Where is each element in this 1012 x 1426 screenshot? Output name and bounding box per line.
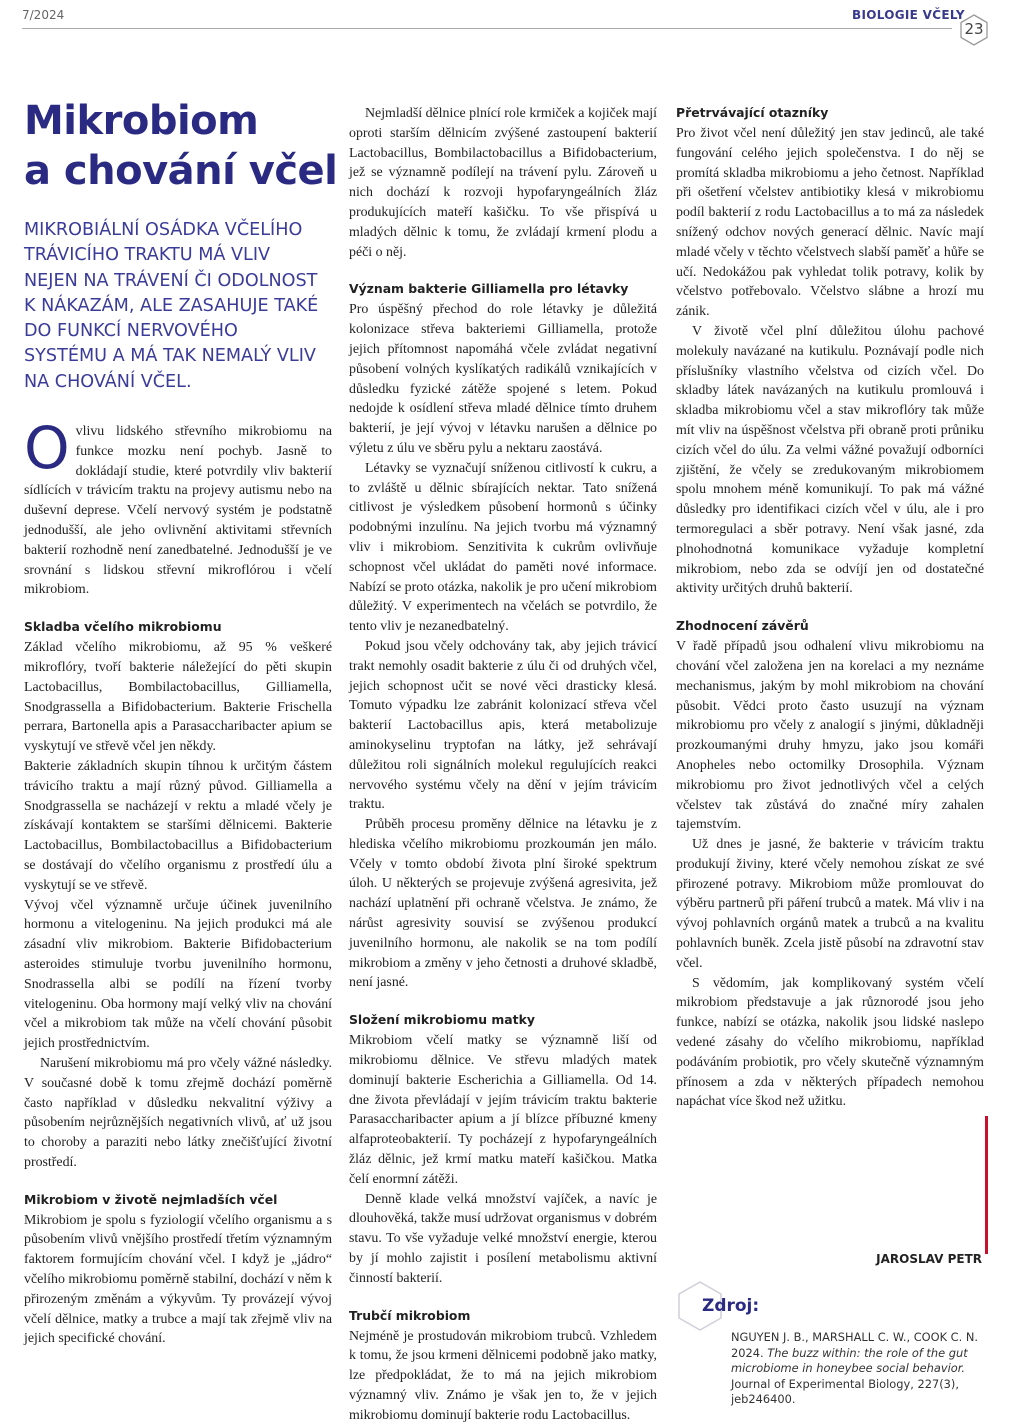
column-3: [676, 104, 984, 1112]
source-citation: [731, 1330, 989, 1408]
paragraph: Bakterie základních skupin tíhnou k určitým částem trávicího traktu a mají různý původ. Gilliamella a Snodgrassella se nacházejí v rektu a mladé včely je získávají kontaktem se staršími dělnicemi. Bakterie Lactobacillus, Bombilactobacillus a Bifidobacterium se dostávají do včelího organismu z prostředí úlu a vyskytují se ve střevě.: [24, 758, 332, 893]
issue-number: 7/2024: [22, 8, 65, 22]
paragraph: Nejmladší dělnice plnící role krmiček a kojiček mají oproti starším dělnicím zvýšené zastoupení bakterií Lactobacillus, Bombilactobacillus a Bifidobacterium, jež se významně podílejí na trávení pylu. Zároveň u nich dochází k rozvoji hypofaryngeálních žláz produkujících mateří kašičku. To vše přispívá u mladých dělnic k tomu, že zvládají krmení plodu a péči o něj.: [349, 106, 657, 260]
paragraph: Pro úspěšný přechod do role létavky je důležitá kolonizace střeva bakteriemi Gilliamella, protože jejich přítomnost napomáhá včele zvládat negativní působení volných kyslíkatých radikálů vznikajících v důsledku fyzické zátěže spojené s letem. Pokud nedojde k osídlení střeva mladé dělnice tímto druhem bakterií, je její vývoj v létavku narušen a dělnice po výletu z úlu ve sběru pylu a nektaru zaostává.: [349, 302, 657, 456]
column-2: [349, 104, 657, 1426]
paragraph: Vývoj včel významně určuje účinek juvenilního hormonu a vitelogeninu. Na jejich produkci má ale zásadní vliv mikrobiom. Bakterie Bifidobacterium asteroides stimuluje tvorbu juvenilního hormonu, Snodrassella albi se podílí na řízení tvorby vitelogeninu. Oba hormony mají velký vliv na chování včel a mikrobiom tak může na včelí chování působit jejich prostřednictvím.: [24, 897, 332, 1052]
paragraph: Průběh procesu proměny dělnice na létavku je z hlediska včelího mikrobiomu prozkoumán jen málo. Včely v tomto období života plní široké spektrum úloh. U některých se projevuje zvýšená agresivita, jež nachází uplatnění při ochraně včelstva. Je známo, že nárůst agresivity souvisí se zvýšenou produkcí juvenilního hormonu, ale nakolik se na tom podílí mikrobiom a změny v jeho četnosti a druhové skladbě, není jasné.: [349, 817, 657, 991]
drop-cap: O: [24, 414, 70, 482]
heading-matka: Složení mikrobiomu matky: [349, 1012, 535, 1028]
paragraph: Denně klade velká množství vajíček, a navíc je dlouhověká, takže musí udržovat organismus v dobrém stavu. To vše vyžaduje velké množství energie, kterou by jí mohlo zajistit i posílení metabolismu aktivní činností bakterií.: [349, 1191, 657, 1286]
paragraph: Mikrobiom je spolu s fyziologií včelího organismu a s působením vlivů vnějšího prostředí třetím významným faktorem formujícím chování včel. I když je „jádro“ včelího mikrobiomu poměrně stabilní, dochází v něm k přirozeným změnám a výkyvům. Ty provázejí vývoj včelí dělnice, matky a trubce a mají tak zřejmě vliv na jejich specifické chování.: [24, 1212, 332, 1347]
paragraph: Nejméně je prostudován mikrobiom trubců. Vzhledem k tomu, že jsou krmeni dělnicemi podobně jako matky, lze předpokládat, že to má na jejich mikrobiom významný vliv. Známo je však jen to, že v jejich mikrobiomu dominují bakterie rodu Lactobacillus.: [349, 1328, 657, 1423]
source-label: Zdroj:: [702, 1296, 760, 1316]
title-line-2: a chování včel: [24, 148, 338, 194]
highlight-bar: [985, 1116, 988, 1254]
citation-title: The buzz within: the role of the gut microbiome in honeybee social behavior.: [731, 1345, 968, 1376]
paragraph: Pokud jsou včely odchovány tak, aby jejich trávicí trakt nemohly osadit bakterie z úlu či od druhých včel, jejich schopnost učit se nové věci drasticky klesá. Tomuto výpadku lze zabránit kolonizací střeva včel bakterií Lactobacillus apis, která metabolizuje aminokyselinu tryptofan na látky, jež sehrávají důležitou roli signálních molekul regulujících reakci nervového systému včely na dění v jejím trávicím traktu.: [349, 638, 657, 813]
paragraph: Pro život včel není důležitý jen stav jedinců, ale také fungování celého jejich společenstva. I do něj se promítá skladba mikrobiomu a jeho četnost. Například při ošetření včelstev antibiotiky klesá v mikrobiomu podíl bakterií z rodu Lactobacillus a to má za následek snížený odchov nových generací dělnic. Navíc mají mladé včely v těchto včelstvech slabší paměť a hůře se učí. Nedokážou pak vyhledat tolik potravy, kolik by včelstvo potřebovalo. Včelstvo slábne a hrozí mu zánik.: [676, 126, 984, 320]
header-divider: [22, 28, 952, 29]
citation-journal: Journal of Experimental Biology, 227(3), jeb246400.: [731, 1376, 959, 1407]
heading-gilliamella: Význam bakterie Gilliamella pro létavky: [349, 281, 629, 297]
paragraph: S vědomím, jak komplikovaný systém včelí mikrobiom představuje a jak různorodé jsou jeho funkce, nabízí se otázka, nakolik jsou lidské naslepo vedené zásahy do včelího mikrobiomu, například podáváním probiotik, pro včely skutečně významným přínosem a zda v některých případech nemohou napáchat více škod než užitku.: [676, 975, 984, 1110]
paragraph: Už dnes je jasné, že bakterie v trávicím traktu produkují živiny, které včely nemohou získat ze své přirozené potravy. Mikrobiom může promlouvat do výběru partnerů při páření trubců a matek. Má vliv i na vývoj pohlavních orgánů matek a trubců a na kvalitu pohlavních buněk. Zcela jistě působí na zdravotní stav včel.: [676, 837, 984, 971]
article-lede: MIKROBIÁLNÍ OSÁDKA VČELÍHO TRÁVICÍHO TRAKTU MÁ VLIV NEJEN NA TRÁVENÍ ČI ODOLNOST K NÁKAZÁM, ALE ZASAHUJE TAKÉ DO FUNKCÍ NERVOVÉHO SYSTÉMU A MÁ TAK NEMALÝ VLIV NA CHOVÁNÍ VČEL.: [24, 220, 319, 392]
heading-skladba: Skladba včelího mikrobiomu: [24, 619, 222, 635]
paragraph: Létavky se vyznačují sníženou citlivostí k cukru, a to zvláště u dělnic sbírajících nektar. Tato snížená citlivost je výsledkem působení hormonů s účinky podobnými inzulínu. Na jejich tvorbu má významný vliv i mikrobiom. Senzitivita k cukrům ovlivňuje schopnost včel ukládat do paměti nové informace. Nabízí se proto otázka, nakolik je pro učení mikrobiom důležitý. V experimentech na včelách se potvrdilo, že tento vliv je nezanedbatelný.: [349, 460, 657, 635]
paragraph: Narušení mikrobiomu má pro včely vážné následky. V současné době k tomu zřejmě dochází poměrně často například v důsledku nekvalitní výživy a působením nejrůznějších negativních vlivů, ať už jsou to choroby a paraziti nebo látky znečišťující životní prostředí.: [24, 1055, 332, 1170]
paragraph: V řadě případů jsou odhalení vlivu mikrobiomu na chování včel založena jen na korelaci a my neznáme mechanismus, jakým by mohl mikrobiom na chování působit. Vědci proto často usuzují na význam mikrobiomu pro včely z analogií s jinými, důkladněji prozkoumanými druhy hmyzu, jako jsou komáři Anopheles nebo octomilky Drosophila. Význam mikrobiomu pro život jednotlivých včel a celých včelstev tak zůstává do značné míry zahalen tajemstvím.: [676, 639, 984, 833]
article-title: [24, 96, 344, 196]
intro-paragraph: [24, 414, 332, 600]
heading-zaver: Zhodnocení závěrů: [676, 618, 809, 634]
paragraph: V životě včel plní důležitou úlohu pachové molekuly navázané na kutikulu. Poznávají podle nich příslušníky vlastního včelstva od cizích včel. Do skladby látek navázaných na kutikulu promlouvá i skladba mikrobiomu včel a stav mikroflóry tak může mít vliv na úspěšnost včelstva při obraně proti průniku cizích včel do úlu. Za velmi vážné považují odborníci zjištění, že včely se zredukovaným mikrobiomem spolu mnohem méně komunikují. To pak má vážné důsledky pro identifikaci cizích včel v úlu, ale i pro termoregulaci a sběr potravy. Není však jasné, zda plnohodnotná komunikace vyžaduje kompletní mikrobiom, nebo zda se odvíjí jen od dostatečné aktivity určitých druhů bakterií.: [676, 323, 984, 597]
heading-trubci: Trubčí mikrobiom: [349, 1307, 471, 1323]
intro-text: vlivu lidského střevního mikrobiomu na funkce mozku není pochyb. Jasně to dokládají studie, které potvrdily vliv bakterií sídlících v trávicím traktu na projevy autismu nebo na duševní deprese. Včelí nervový systém je podstatně jednodušší, ale jeho ovlivnění aktivitami střevních bakterií rozhodně není zanedbatelné. Jednodušší je ve srovnání s lidskou střevní mikroflórou i včelí mikrobiom.: [24, 424, 332, 598]
heading-otazniky: Přetrvávající otazníky: [676, 105, 829, 120]
author-name: JAROSLAV PETR: [876, 1252, 982, 1266]
paragraph: Základ včelího mikrobiomu, až 95 % veškeré mikroflóry, tvoří bakterie náležející do pěti skupin Lactobacillus, Bombilactobacillus, Gilliamella, Snodgrassella a Bifidobacterium. Bakterie Frischella perrara, Bartonella apis a Parasaccharibacter apium se vyskytují ve střevě včel jen někdy.: [24, 640, 332, 755]
heading-nejmladsi: Mikrobiom v životě nejmladších včel: [24, 1191, 278, 1207]
section-title: BIOLOGIE VČELY: [852, 8, 965, 22]
page-number: 23: [964, 20, 984, 38]
column-1: [24, 414, 332, 1349]
paragraph: Mikrobiom včelí matky se významně liší od mikrobiomu dělnice. Ve střevu mladých matek dominují bakterie Escherichia a Gilliamella. Od 14. dne života převládají v jejím trávicím traktu bakterie Parasaccharibacter apium a jí blízce příbuzné kmeny alfaproteobakterií. Ty pocházejí z hypofaryngeálních žláz dělnic, jež krmí matku mateří kašičkou. Matka čelí enormní zátěži.: [349, 1033, 657, 1187]
citation-authors: NGUYEN J. B., MARSHALL C. W., COOK C. N. 2024.: [731, 1330, 979, 1360]
page-number-badge: [958, 14, 990, 46]
title-line-1: Mikrobiom: [24, 98, 259, 144]
